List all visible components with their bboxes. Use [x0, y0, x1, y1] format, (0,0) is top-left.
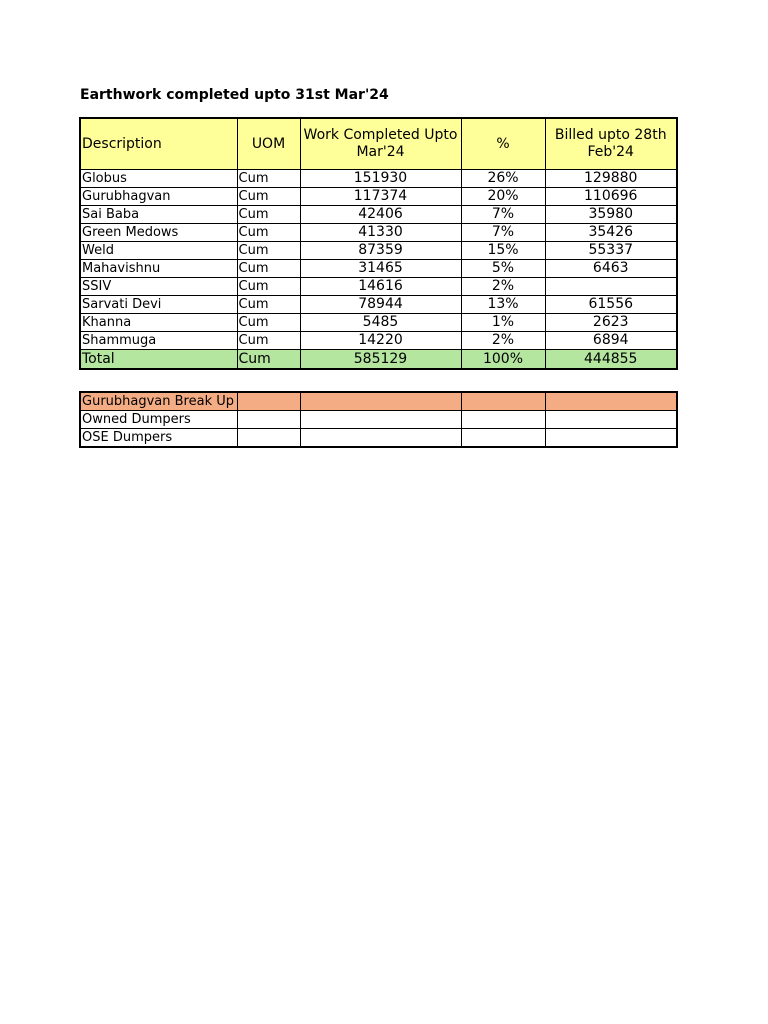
page-title: Earthwork completed upto 31st Mar'24 — [80, 87, 389, 103]
cell-uom: Cum — [237, 332, 300, 350]
empty-cell — [300, 429, 461, 448]
cell-billed: 6894 — [545, 332, 677, 350]
cell-uom: Cum — [237, 224, 300, 242]
cell-percent: 13% — [461, 296, 545, 314]
cell-description: Gurubhagvan — [80, 188, 237, 206]
list-item — [80, 429, 677, 448]
list-item — [80, 411, 677, 429]
header-work-completed: Work Completed Upto Mar'24 — [300, 118, 461, 170]
empty-cell — [300, 392, 461, 411]
breakup-header-row — [80, 392, 677, 411]
header-billed: Billed upto 28th Feb'24 — [545, 118, 677, 170]
breakup-table — [79, 391, 678, 448]
cell-description: Mahavishnu — [80, 260, 237, 278]
cell-percent: 26% — [461, 170, 545, 188]
cell-uom: Cum — [237, 278, 300, 296]
cell-billed: 61556 — [545, 296, 677, 314]
cell-percent: 5% — [461, 260, 545, 278]
empty-cell — [461, 411, 545, 429]
cell-work-completed: 5485 — [300, 314, 461, 332]
table-row — [80, 278, 677, 296]
breakup-body — [80, 392, 677, 447]
cell-billed: 444855 — [545, 350, 677, 370]
cell-billed — [545, 278, 677, 296]
cell-uom: Cum — [237, 170, 300, 188]
cell-percent: 2% — [461, 278, 545, 296]
cell-percent: 1% — [461, 314, 545, 332]
header-row — [80, 118, 677, 170]
cell-description: SSIV — [80, 278, 237, 296]
table-row — [80, 314, 677, 332]
header-percent: % — [461, 118, 545, 170]
cell-percent: 2% — [461, 332, 545, 350]
cell-uom: Cum — [237, 260, 300, 278]
cell-work-completed: 42406 — [300, 206, 461, 224]
cell-work-completed: 117374 — [300, 188, 461, 206]
earthwork-table — [79, 117, 678, 370]
cell-description: Globus — [80, 170, 237, 188]
cell-billed: 35980 — [545, 206, 677, 224]
cell-uom: Cum — [237, 296, 300, 314]
table-row — [80, 332, 677, 350]
cell-work-completed: 31465 — [300, 260, 461, 278]
cell-billed: 129880 — [545, 170, 677, 188]
breakup-label: Owned Dumpers — [80, 411, 237, 429]
cell-percent: 100% — [461, 350, 545, 370]
cell-billed: 110696 — [545, 188, 677, 206]
cell-uom: Cum — [237, 350, 300, 370]
cell-uom: Cum — [237, 314, 300, 332]
breakup-label: Gurubhagvan Break Up — [80, 392, 237, 411]
total-row — [80, 350, 677, 370]
cell-percent: 20% — [461, 188, 545, 206]
cell-work-completed: 87359 — [300, 242, 461, 260]
empty-cell — [300, 411, 461, 429]
cell-billed: 6463 — [545, 260, 677, 278]
table-row — [80, 224, 677, 242]
empty-cell — [545, 429, 677, 448]
cell-percent: 7% — [461, 206, 545, 224]
table-row — [80, 170, 677, 188]
cell-uom: Cum — [237, 188, 300, 206]
breakup-label: OSE Dumpers — [80, 429, 237, 448]
empty-cell — [461, 429, 545, 448]
cell-work-completed: 14616 — [300, 278, 461, 296]
cell-description: Total — [80, 350, 237, 370]
cell-work-completed: 41330 — [300, 224, 461, 242]
empty-cell — [237, 411, 300, 429]
cell-description: Shammuga — [80, 332, 237, 350]
cell-uom: Cum — [237, 206, 300, 224]
table-row — [80, 206, 677, 224]
cell-percent: 15% — [461, 242, 545, 260]
cell-description: Weld — [80, 242, 237, 260]
cell-description: Green Medows — [80, 224, 237, 242]
empty-cell — [461, 392, 545, 411]
table-row — [80, 260, 677, 278]
empty-cell — [545, 392, 677, 411]
empty-cell — [545, 411, 677, 429]
cell-work-completed: 585129 — [300, 350, 461, 370]
empty-cell — [237, 429, 300, 448]
cell-billed: 55337 — [545, 242, 677, 260]
cell-description: Khanna — [80, 314, 237, 332]
table-row — [80, 242, 677, 260]
empty-cell — [237, 392, 300, 411]
cell-billed: 35426 — [545, 224, 677, 242]
table-body — [80, 170, 677, 370]
cell-description: Sarvati Devi — [80, 296, 237, 314]
cell-percent: 7% — [461, 224, 545, 242]
table-row — [80, 188, 677, 206]
table-row — [80, 296, 677, 314]
cell-uom: Cum — [237, 242, 300, 260]
cell-description: Sai Baba — [80, 206, 237, 224]
cell-work-completed: 151930 — [300, 170, 461, 188]
cell-work-completed: 78944 — [300, 296, 461, 314]
cell-work-completed: 14220 — [300, 332, 461, 350]
header-uom: UOM — [237, 118, 300, 170]
cell-billed: 2623 — [545, 314, 677, 332]
header-description: Description — [80, 118, 237, 170]
